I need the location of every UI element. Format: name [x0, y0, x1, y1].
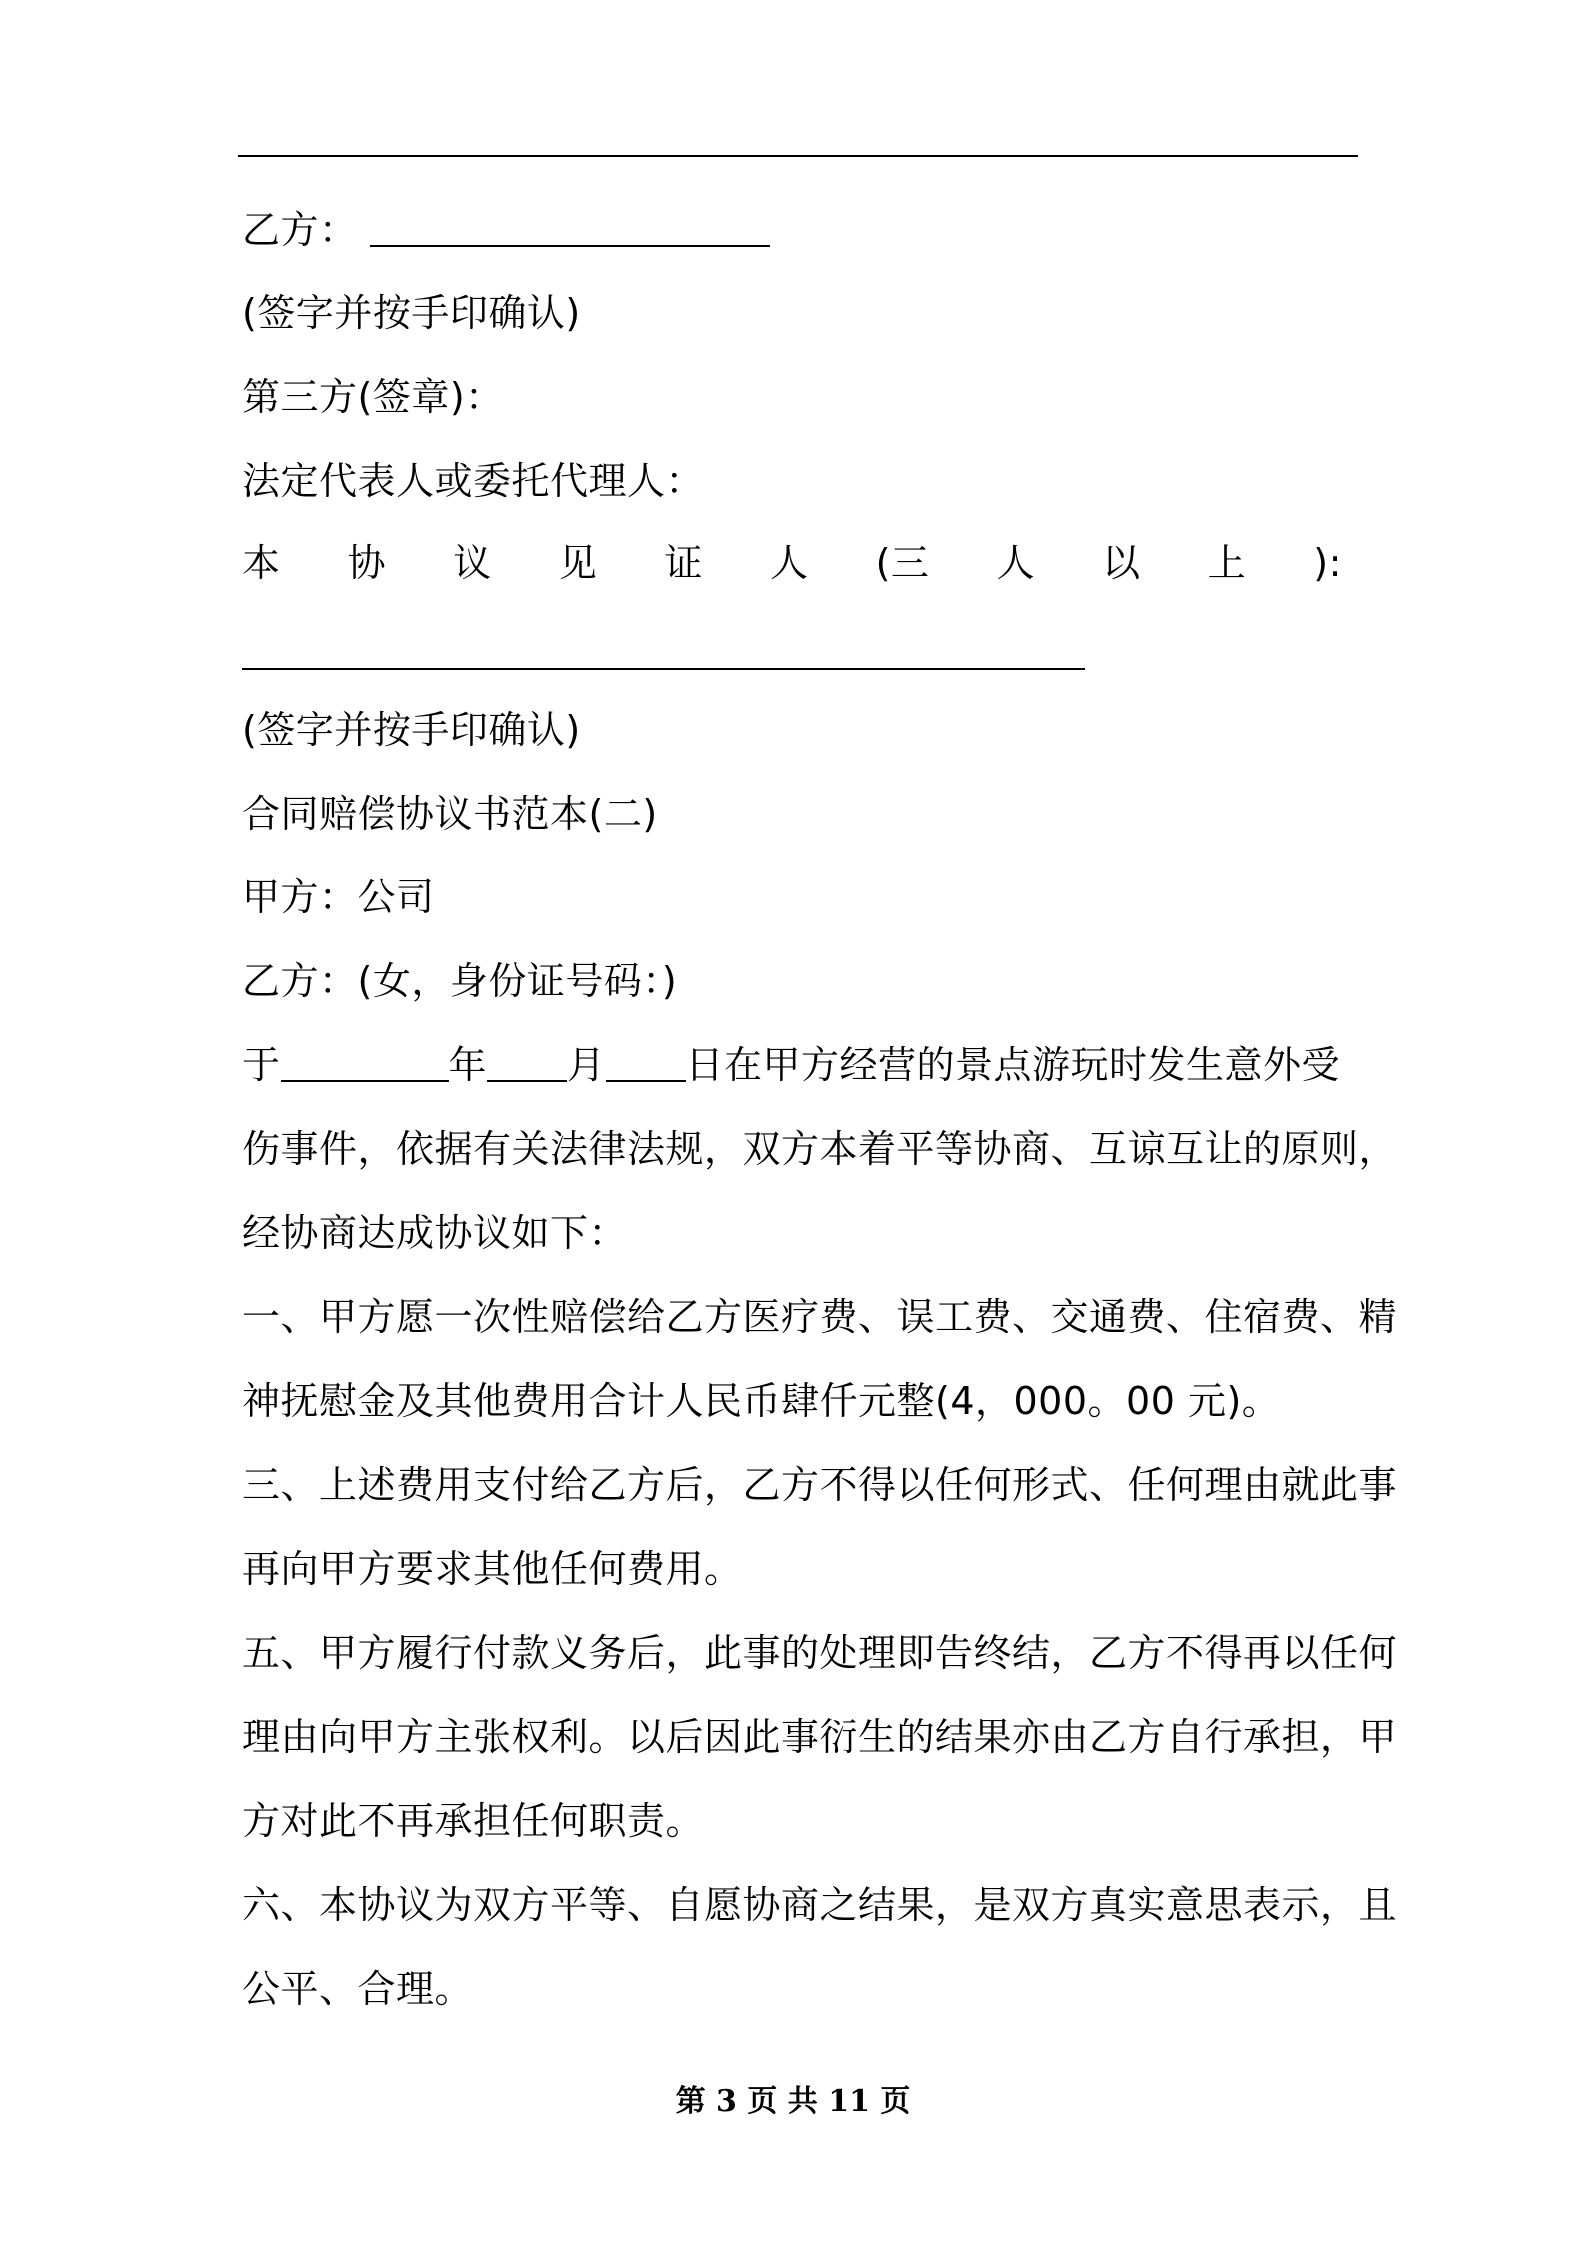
witness-char: 以: [1102, 541, 1141, 585]
party-b-line: 乙方：(女，身份证号码：): [242, 959, 678, 1003]
clause-5-line: 理由向甲方主张权利。以后因此事衍生的结果亦由乙方自行承担，甲: [242, 1715, 1398, 1759]
month-blank: [487, 1080, 567, 1082]
section-title: 合同赔偿协议书范本(二): [242, 792, 658, 836]
witness-char: 议: [453, 541, 492, 585]
paragraph-line: 伤事件，依据有关法律法规，双方本着平等协商、互谅互让的原则，: [242, 1127, 1398, 1171]
witness-char: 人: [996, 541, 1035, 585]
witness-char: 协: [347, 541, 387, 585]
clause-1-line: 神抚慰金及其他费用合计人民币肆仟元整(4，000。00 元)。: [242, 1379, 1281, 1423]
legal-representative-label: 法定代表人或委托代理人：: [242, 459, 705, 503]
witness-char: 上: [1207, 541, 1247, 585]
witness-char: 人: [769, 541, 809, 585]
clause-3-line: 再向甲方要求其他任何费用。: [242, 1547, 743, 1591]
witness-char: (三: [875, 541, 930, 585]
day-label: 日在甲方经营的景点游玩时发生意外受: [685, 1043, 1341, 1087]
clause-6-line: 公平、合理。: [242, 1967, 474, 2011]
paragraph-line: 经协商达成协议如下：: [242, 1211, 628, 1255]
witness-char: 证: [664, 541, 703, 585]
witness-signature-blank: [242, 668, 1085, 670]
witness-char: 本: [242, 541, 281, 585]
witness-label: [242, 538, 1358, 588]
year-blank: [281, 1080, 449, 1082]
party-b-label: 乙方：: [242, 208, 358, 252]
day-blank: [606, 1080, 686, 1082]
clause-6-line: 六、本协议为双方平等、自愿协商之结果，是双方真实意思表示，且: [242, 1883, 1398, 1927]
incident-date-line: [242, 1040, 1358, 1090]
header-rule: [238, 155, 1358, 157]
clause-5-line: 五、甲方履行付款义务后，此事的处理即告终结，乙方不得再以任何: [242, 1631, 1398, 1675]
witness-char: 见: [558, 541, 598, 585]
month-label: 月: [567, 1043, 606, 1087]
party-b-blank: [370, 245, 770, 247]
witness-char: ):: [1313, 541, 1342, 585]
third-party-seal-label: 第三方(签章)：: [242, 375, 504, 419]
year-label: 年: [448, 1043, 488, 1087]
sign-confirm-note-2: (签字并按手印确认): [242, 708, 581, 752]
party-b-signature-line: [242, 205, 1358, 255]
clause-1-line: 一、甲方愿一次性赔偿给乙方医疗费、误工费、交通费、住宿费、精: [242, 1295, 1398, 1339]
clause-5-line: 方对此不再承担任何职责。: [242, 1799, 705, 1843]
party-a-line: 甲方：公司: [242, 875, 435, 919]
date-prefix: 于: [242, 1043, 281, 1087]
page-number: 第 3 页 共 11 页: [675, 2084, 911, 2119]
clause-3-line: 三、上述费用支付给乙方后，乙方不得以任何形式、任何理由就此事: [242, 1463, 1398, 1507]
sign-confirm-note-1: (签字并按手印确认): [242, 291, 581, 335]
